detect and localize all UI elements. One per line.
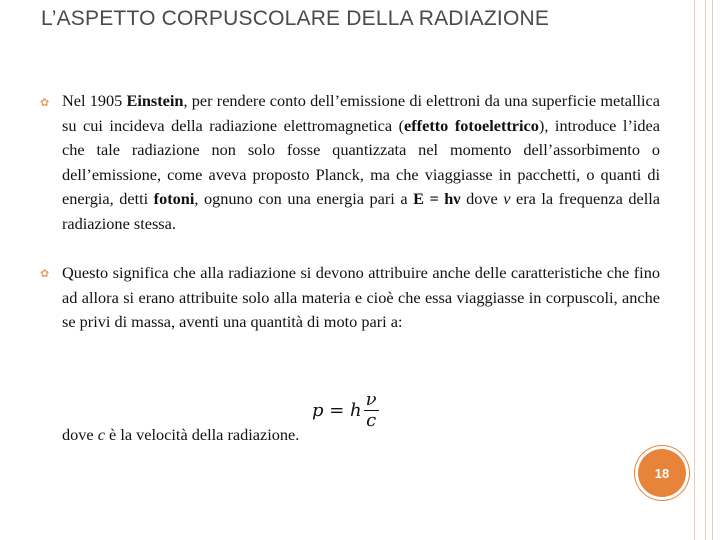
text-run: ), introduce l’idea che tale radiazione non solo fosse quantizzata nel momento dell’assorbimento o dell’emissione, come aveva proposto Planck, ma che viaggiasse in pacchetti, o quanti di energia, detti <box>62 115 660 208</box>
diamond-bullet-icon: ✿ <box>40 267 50 280</box>
paragraph-einstein <box>62 89 660 236</box>
formula-numerator: ν <box>365 389 377 410</box>
paragraph-momentum: Questo significa che alla radiazione si devono attribuire anche delle caratteristiche che fino ad allora si erano attribuite solo alla materia e cioè che essa viaggiasse in corpuscoli, anche se privi di massa, aventi una quantità di moto pari a: <box>62 263 660 331</box>
page-number-badge <box>638 449 686 497</box>
italic-run: c <box>97 425 105 444</box>
bold-run: effetto fotoelettrico <box>404 115 539 135</box>
slide-title: L’ASPETTO CORPUSCOLARE DELLA RADIAZIONE <box>41 7 550 30</box>
text-run: , per rendere conto dell’emissione di elettroni da una superficie metallica su cui incideva della radiazione elettromagnetica ( <box>62 91 660 135</box>
energy-formula: E = hν <box>413 189 461 208</box>
text-run: dove <box>62 425 98 444</box>
italic-run: ν <box>503 189 511 208</box>
decorative-border-line <box>712 0 713 540</box>
text-run: era la frequenza della radiazione stessa. <box>62 189 660 233</box>
momentum-formula <box>312 390 379 431</box>
diamond-bullet-icon: ✿ <box>40 96 50 109</box>
page-number: 18 <box>654 465 670 481</box>
formula-explanation <box>62 425 299 445</box>
bold-run: Einstein <box>126 91 184 110</box>
text-run: Nel 1905 <box>62 91 127 110</box>
text-run: , ognuno con una energia pari a <box>194 189 414 208</box>
formula-denominator: c <box>366 410 377 431</box>
bold-run: fotoni <box>153 189 195 208</box>
formula-fraction <box>364 390 379 431</box>
text-run: dove <box>460 189 504 208</box>
text-run: è la velocità della radiazione. <box>104 425 300 444</box>
decorative-border <box>694 0 706 540</box>
formula-lhs: p = h <box>312 400 362 421</box>
